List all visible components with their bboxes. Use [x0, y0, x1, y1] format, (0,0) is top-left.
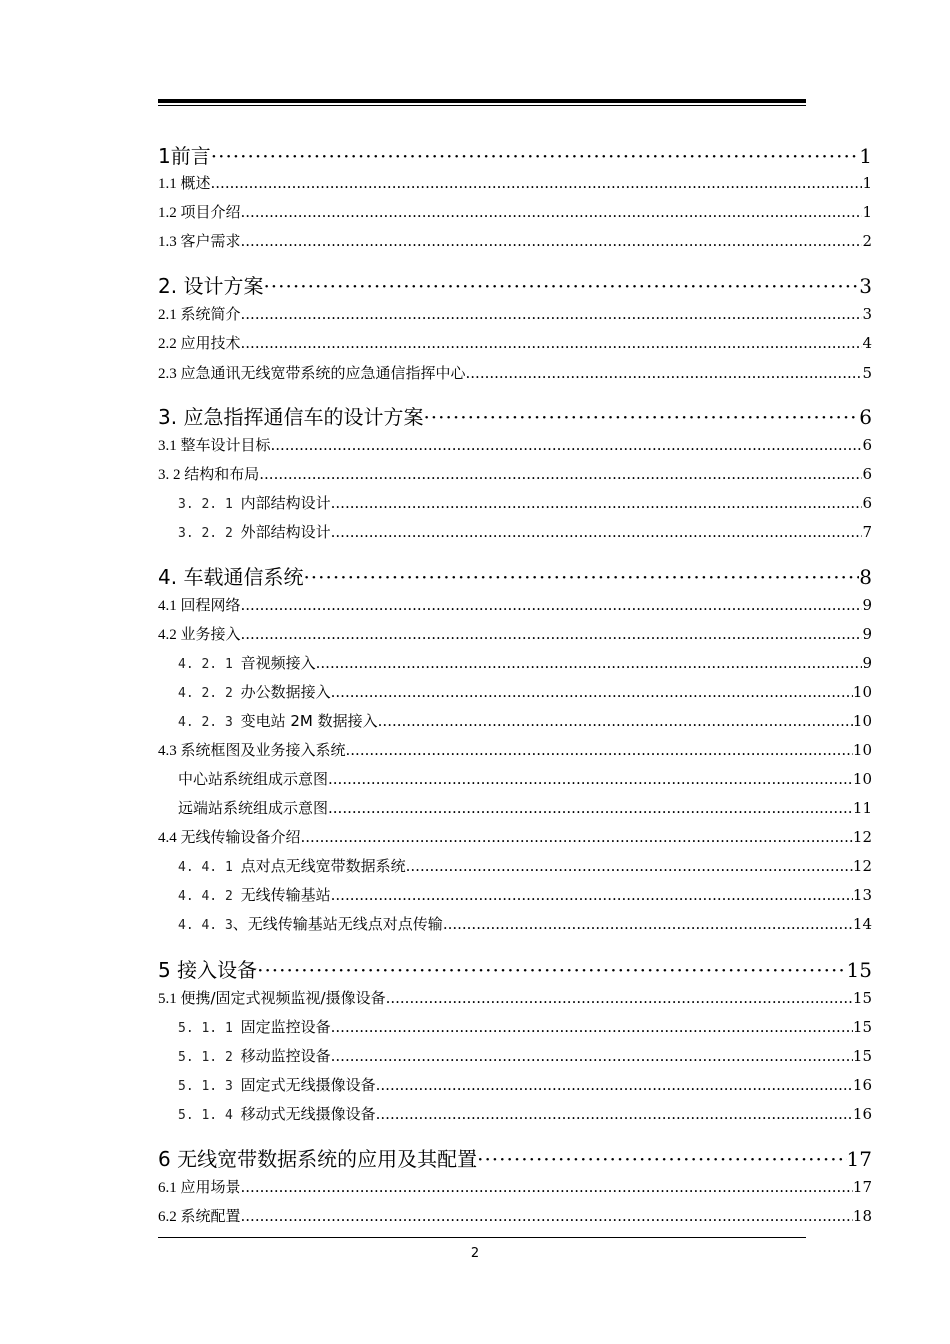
toc-entry-text: 系统配置: [180, 1207, 241, 1225]
toc-entry[interactable]: [158, 270, 872, 296]
toc-entry-page: 17: [846, 1147, 872, 1171]
toc-entry-title: [178, 855, 406, 876]
toc-entry-title: [158, 362, 466, 383]
toc-entry-text: 变电站 2M 数据接入: [240, 712, 378, 730]
toc-entry-title: [178, 521, 331, 542]
toc-entry-text: 整车设计目标: [180, 436, 271, 454]
toc-entry-text: 中心站系统组成示意图: [178, 770, 329, 788]
toc-entry-title: [158, 140, 211, 169]
toc-entry-page: 2: [862, 232, 872, 250]
toc-entry[interactable]: [158, 230, 872, 250]
toc-dot-leader: [241, 305, 863, 323]
toc-entry-title: [178, 710, 378, 731]
toc-entry-title: [178, 1103, 376, 1124]
toc-entry-title: [158, 201, 241, 222]
toc-entry[interactable]: [158, 362, 872, 382]
toc-entry-title: [158, 172, 211, 193]
toc-dot-leader: [241, 625, 863, 643]
toc-entry-number: 4.4: [158, 830, 181, 846]
toc-entry-page: 1: [862, 203, 872, 221]
toc-dot-leader: [316, 654, 863, 672]
toc-entry-number: 3. 2. 2: [178, 526, 241, 541]
page-number: 2: [470, 1246, 480, 1261]
toc-entry-title: [178, 681, 331, 702]
toc-entry-number: 4. 2. 2: [178, 686, 241, 701]
toc-entry-number: 1.2: [158, 205, 181, 221]
toc-entry-page: 12: [852, 828, 872, 846]
toc-entry-text: 移动监控设备: [240, 1047, 331, 1065]
toc-entry-text: 应用场景: [180, 1178, 241, 1196]
toc-entry-number: 5: [158, 958, 178, 982]
toc-entry[interactable]: [158, 1074, 872, 1094]
toc-entry-page: 10: [852, 712, 872, 730]
toc-dot-leader: [241, 1207, 853, 1225]
toc-dot-leader: [303, 565, 859, 589]
toc-entry-title: [158, 954, 257, 983]
toc-entry-number: 4.2: [158, 627, 181, 643]
toc-entry-title: [158, 594, 241, 615]
toc-entry[interactable]: [158, 987, 872, 1007]
toc-entry-number: 2.1: [158, 307, 181, 323]
toc-dot-leader: [386, 989, 853, 1007]
toc-entry[interactable]: [158, 140, 872, 166]
toc-entry-text: 应急指挥通信车的设计方案: [183, 405, 424, 429]
toc-entry-page: 6: [862, 465, 872, 483]
toc-dot-leader: [466, 364, 863, 382]
toc-entry-page: 10: [852, 683, 872, 701]
toc-entry-page: 9: [862, 625, 872, 643]
toc-entry-number: 6.2: [158, 1209, 181, 1225]
toc-dot-leader: [477, 1147, 846, 1171]
toc-dot-leader: [378, 712, 853, 730]
toc-entry-title: [158, 1143, 477, 1172]
toc-entry-number: 1.1: [158, 176, 181, 192]
toc-entry[interactable]: [158, 710, 872, 730]
toc-entry[interactable]: [158, 1143, 872, 1169]
toc-entry-text: 业务接入: [180, 625, 241, 643]
toc-dot-leader: [241, 334, 863, 352]
toc-entry-number: 4.1: [158, 598, 181, 614]
footer-rule: [158, 1237, 806, 1238]
toc-entry-page: 9: [862, 596, 872, 614]
toc-entry-page: 4: [862, 334, 872, 352]
toc-dot-leader: [257, 958, 846, 982]
toc-entry[interactable]: [158, 826, 872, 846]
toc-entry-number: 3. 2: [158, 467, 185, 483]
toc-entry-number: 5. 1. 3: [178, 1079, 241, 1094]
toc-entry-title: [158, 463, 259, 484]
toc-entry-text: 应用技术: [180, 334, 241, 352]
toc-entry-page: 10: [852, 770, 872, 788]
toc-entry-text: 无线宽带数据系统的应用及其配置: [177, 1147, 478, 1171]
toc-entry-number: 4. 4. 1: [178, 860, 241, 875]
toc-entry[interactable]: [158, 623, 872, 643]
toc-entry-page: 15: [852, 989, 872, 1007]
toc-entry-page: 13: [852, 886, 872, 904]
toc-entry-page: 15: [846, 958, 872, 982]
toc-entry[interactable]: [158, 768, 872, 788]
toc-dot-leader: [376, 1105, 853, 1123]
toc-entry-page: 15: [852, 1047, 872, 1065]
toc-entry[interactable]: [158, 594, 872, 614]
toc-entry-text: 回程网络: [180, 596, 241, 614]
toc-entry-text: 无线传输设备介绍: [180, 828, 301, 846]
toc-dot-leader: [259, 465, 862, 483]
toc-entry-page: 6: [862, 494, 872, 512]
toc-entry-page: 3: [862, 305, 872, 323]
toc-entry-text: 系统框图及业务接入系统: [180, 741, 346, 759]
toc-entry-number: 3.: [158, 405, 184, 429]
toc-entry-text: 便携/固定式视频监视/摄像设备: [180, 989, 386, 1007]
toc-entry-number: 1: [158, 144, 171, 168]
toc-entry[interactable]: [158, 884, 872, 904]
toc-dot-leader: [376, 1076, 853, 1094]
toc-dot-leader: [241, 596, 863, 614]
toc-entry-page: 16: [852, 1076, 872, 1094]
toc-dot-leader: [331, 1018, 853, 1036]
toc-entry-number: 5. 1. 1: [178, 1021, 241, 1036]
toc-entry[interactable]: [158, 797, 872, 817]
toc-dot-leader: [406, 857, 853, 875]
toc-entry-page: 6: [859, 405, 872, 429]
toc-dot-leader: [331, 1047, 853, 1065]
toc-entry[interactable]: [158, 521, 872, 541]
toc-entry-text: 前言: [170, 144, 211, 168]
toc-dot-leader: [328, 770, 853, 788]
toc-entry-number: 3. 2. 1: [178, 497, 241, 512]
toc-entry-title: [178, 1045, 331, 1066]
toc-entry-title: [178, 1016, 331, 1037]
toc-entry-title: [178, 884, 331, 905]
toc-dot-leader: [331, 886, 853, 904]
toc-entry-title: [158, 401, 423, 430]
toc-entry-text: 固定式无线摄像设备: [240, 1076, 376, 1094]
toc-entry-title: [178, 797, 328, 818]
toc-dot-leader: [423, 405, 859, 429]
toc-entry[interactable]: [158, 1016, 872, 1036]
toc-dot-leader: [241, 232, 863, 250]
toc-entry-text: 、无线传输基站无线点对点传输: [232, 915, 443, 933]
toc-entry-text: 客户需求: [180, 232, 241, 250]
toc-entry[interactable]: [158, 1103, 872, 1123]
toc-entry-text: 音视频接入: [240, 654, 316, 672]
toc-entry[interactable]: [158, 303, 872, 323]
toc-entry[interactable]: [158, 434, 872, 454]
toc-entry-number: 4. 4. 2: [178, 889, 241, 904]
toc-entry[interactable]: [158, 332, 872, 352]
toc-dot-leader: [271, 436, 863, 454]
toc-entry-title: [178, 768, 328, 789]
toc-entry-title: [158, 623, 241, 644]
toc-entry-text: 内部结构设计: [240, 494, 331, 512]
toc-entry-title: [158, 987, 386, 1008]
toc-entry-number: 5.1: [158, 991, 181, 1007]
toc-entry-number: 4.: [158, 565, 184, 589]
toc-dot-leader: [241, 1178, 853, 1196]
toc-entry-page: 12: [852, 857, 872, 875]
toc-entry[interactable]: [158, 492, 872, 512]
toc-dot-leader: [241, 203, 863, 221]
toc-entry-page: 16: [852, 1105, 872, 1123]
toc-entry[interactable]: [158, 1045, 872, 1065]
toc-entry-number: 2.2: [158, 336, 181, 352]
toc-entry-number: 5. 1. 4: [178, 1108, 241, 1123]
toc-entry-title: [158, 434, 271, 455]
toc-entry-title: [158, 303, 241, 324]
toc-entry-title: [178, 652, 316, 673]
toc-entry-text: 接入设备: [177, 958, 258, 982]
toc-entry-page: 11: [852, 799, 872, 817]
toc-entry-page: 3: [859, 274, 872, 298]
toc-entry-page: 6: [862, 436, 872, 454]
toc-entry-text: 车载通信系统: [183, 565, 304, 589]
toc-entry-page: 18: [852, 1207, 872, 1225]
toc-entry-page: 9: [862, 654, 872, 672]
toc-entry[interactable]: [158, 681, 872, 701]
toc-entry-text: 外部结构设计: [240, 523, 331, 541]
toc-entry-text: 无线传输基站: [240, 886, 331, 904]
toc-entry[interactable]: [158, 855, 872, 875]
toc-entry[interactable]: [158, 172, 872, 192]
toc-entry-text: 设计方案: [183, 274, 264, 298]
toc-dot-leader: [346, 741, 853, 759]
toc-entry-title: [158, 270, 263, 299]
toc-dot-leader: [328, 799, 853, 817]
toc-entry-page: 1: [862, 174, 872, 192]
toc-entry-page: 14: [852, 915, 872, 933]
toc-entry-text: 点对点无线宽带数据系统: [240, 857, 406, 875]
toc-entry[interactable]: [158, 913, 872, 933]
toc-entry-title: [158, 1176, 241, 1197]
toc-entry-text: 结构和布局: [184, 465, 260, 483]
toc-entry-title: [178, 492, 331, 513]
toc-dot-leader: [331, 494, 863, 512]
toc-entry-number: 2.3: [158, 366, 181, 382]
toc-entry-title: [178, 913, 443, 934]
toc-entry-title: [158, 561, 303, 590]
toc-entry-number: 5. 1. 2: [178, 1050, 241, 1065]
header-rule-thick: [158, 99, 806, 103]
toc-entry-text: 远端站系统组成示意图: [178, 799, 329, 817]
toc-entry-title: [158, 1205, 241, 1226]
toc-entry-number: 4. 4. 3: [178, 918, 233, 933]
toc-entry-number: 3.1: [158, 438, 181, 454]
toc-entry-number: 2.: [158, 274, 184, 298]
toc-dot-leader: [301, 828, 853, 846]
toc-entry-page: 17: [852, 1178, 872, 1196]
toc-entry[interactable]: [158, 1176, 872, 1196]
toc-entry-page: 7: [862, 523, 872, 541]
toc-entry-title: [158, 739, 346, 760]
toc-entry-text: 概述: [180, 174, 211, 192]
toc-entry-number: 4.3: [158, 743, 181, 759]
toc-entry-page: 1: [859, 144, 872, 168]
toc-entry-number: 4. 2. 1: [178, 657, 241, 672]
toc-entry-page: 15: [852, 1018, 872, 1036]
toc-entry[interactable]: [158, 739, 872, 759]
toc-dot-leader: [263, 274, 859, 298]
toc-entry-text: 项目介绍: [180, 203, 241, 221]
toc-dot-leader: [331, 683, 853, 701]
toc-entry-text: 固定监控设备: [240, 1018, 331, 1036]
toc-entry[interactable]: [158, 1205, 872, 1225]
toc-dot-leader: [211, 144, 860, 168]
toc-entry-number: 4. 2. 3: [178, 715, 241, 730]
toc-entry[interactable]: [158, 201, 872, 221]
toc-entry-text: 应急通讯无线宽带系统的应急通信指挥中心: [180, 364, 466, 382]
toc-entry-title: [158, 826, 301, 847]
toc-entry-title: [158, 332, 241, 353]
toc-entry-number: 6.1: [158, 1180, 181, 1196]
toc-dot-leader: [211, 174, 863, 192]
toc-entry[interactable]: [158, 463, 872, 483]
toc-dot-leader: [443, 915, 853, 933]
toc-entry-text: 系统简介: [180, 305, 241, 323]
toc-entry[interactable]: [158, 652, 872, 672]
toc-entry-text: 办公数据接入: [240, 683, 331, 701]
toc-dot-leader: [331, 523, 863, 541]
toc-entry-page: 10: [852, 741, 872, 759]
toc-entry[interactable]: [158, 561, 872, 587]
header-rule-thin: [158, 105, 806, 106]
toc-entry-number: 1.3: [158, 234, 181, 250]
toc-entry[interactable]: [158, 401, 872, 427]
toc-entry-title: [158, 230, 241, 251]
toc-entry[interactable]: [158, 954, 872, 980]
toc-entry-page: 8: [859, 565, 872, 589]
toc-entry-page: 5: [862, 364, 872, 382]
toc-entry-text: 移动式无线摄像设备: [240, 1105, 376, 1123]
toc-entry-title: [178, 1074, 376, 1095]
toc-entry-number: 6: [158, 1147, 178, 1171]
